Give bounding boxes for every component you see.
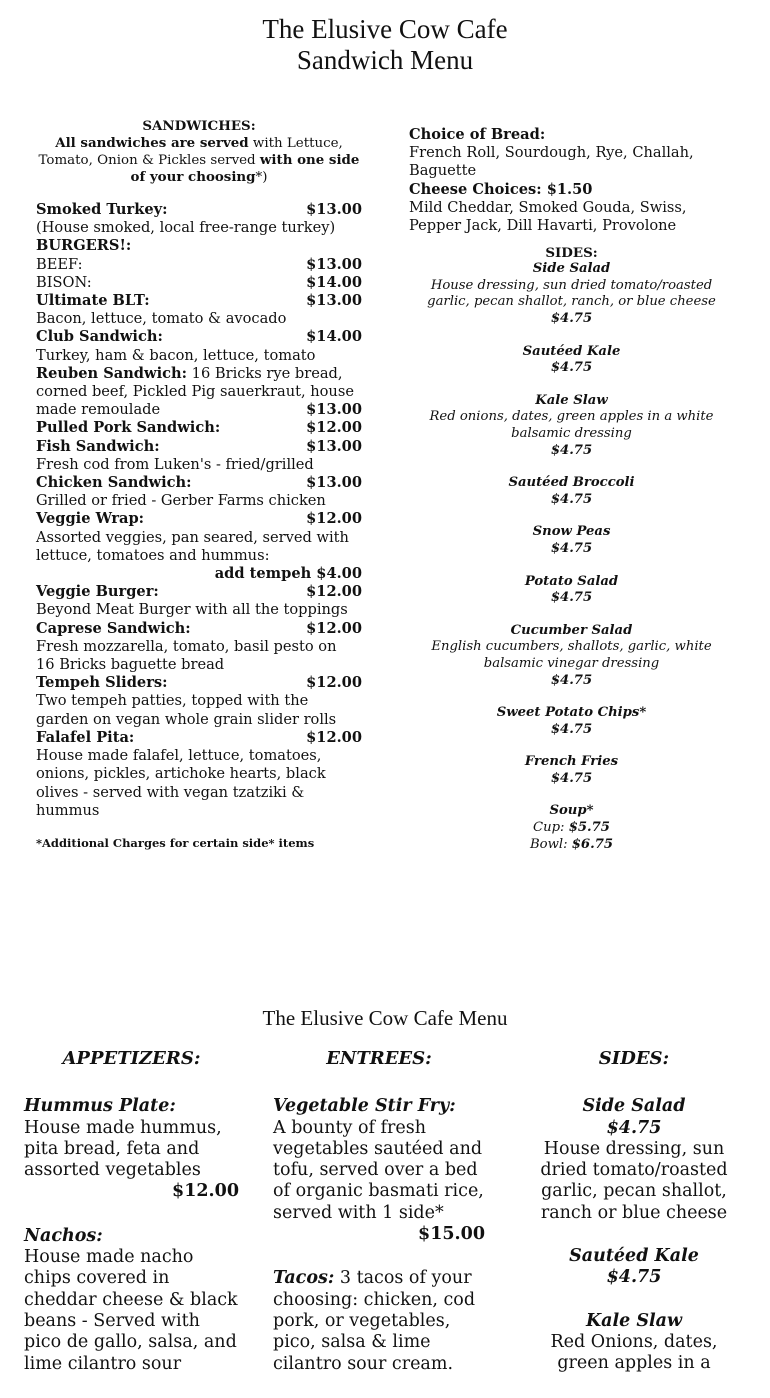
menu-item-row: [36, 674, 362, 692]
side2-item: [536, 1246, 732, 1289]
appetizer-price: $12.00: [172, 1181, 239, 1202]
item-price: $12.00: [306, 674, 362, 692]
intro-bold-1: All sandwiches are served: [55, 135, 249, 151]
menu-item-row: [36, 274, 362, 292]
appetizers-column: [24, 1048, 239, 1398]
appetizer-list: [24, 1096, 239, 1375]
entree-price: $15.00: [418, 1224, 485, 1245]
item-description: lettuce, tomatoes and hummus:: [36, 546, 270, 564]
menu-item-row: [36, 328, 362, 346]
appetizer-name: Hummus Plate:: [24, 1096, 176, 1117]
sandwiches-intro: [36, 135, 362, 186]
entree-description: pork, or vegetables,: [273, 1310, 451, 1331]
side-price: $4.75: [550, 540, 593, 556]
side-name: Kale Slaw: [535, 392, 608, 408]
item-description: corned beef, Pickled Pig sauerkraut, house: [36, 383, 354, 401]
appetizer-name: Nachos:: [24, 1225, 103, 1246]
item-price: $12.00: [306, 619, 362, 637]
item-name: Veggie Burger:: [36, 583, 159, 601]
entree-description: tofu, served over a bed: [273, 1160, 478, 1181]
entree-description: 3 tacos of your: [334, 1268, 472, 1289]
side2-item: [536, 1311, 732, 1375]
item-description: olives - served with vegan tzatziki &: [36, 783, 305, 801]
item-price: $13.00: [306, 292, 362, 310]
sides2-heading: SIDES:: [598, 1048, 670, 1069]
side-description: English cucumbers, shallots, garlic, white: [431, 639, 712, 655]
item-description: Two tempeh patties, topped with the: [36, 692, 309, 710]
section-label: [36, 237, 362, 255]
appetizer-description: House made hummus,: [24, 1117, 222, 1138]
side2-price: $4.75: [606, 1267, 662, 1288]
entree-first-line: [273, 1268, 485, 1289]
side2-name: Sautéed Kale: [569, 1246, 699, 1267]
entree-item: [273, 1096, 485, 1245]
side-price: $4.75: [550, 672, 593, 688]
entree-description: choosing: chicken, cod: [273, 1289, 476, 1310]
menu-item-row: [36, 583, 362, 601]
item-description: Grilled or fried - Gerber Farms chicken: [36, 492, 326, 510]
menu2-title: The Elusive Cow Cafe Menu: [262, 1006, 508, 1030]
item-name: BISON:: [36, 273, 92, 291]
item-price: $12.00: [306, 728, 362, 746]
intro-text-2: *): [255, 170, 268, 185]
side-description: House dressing, sun dried tomato/roasted: [430, 277, 713, 293]
sandwiches-heading: SANDWICHES:: [142, 118, 256, 134]
side2-description: garlic, pecan shallot,: [541, 1181, 727, 1202]
cheese-line: Pepper Jack, Dill Havarti, Provolone: [409, 217, 677, 235]
side2-description: ranch or blue cheese: [540, 1202, 728, 1223]
intro-bold-2: with one side of your choosing: [130, 152, 360, 185]
item-name: Chicken Sandwich:: [36, 474, 192, 492]
item-price: $12.00: [306, 510, 362, 528]
item-description: 16 Bricks rye bread,: [187, 364, 343, 382]
entree-name: Tacos:: [273, 1268, 335, 1289]
side2-description: dried tomato/roasted: [540, 1160, 728, 1181]
appetizer-description: House made nacho: [24, 1247, 194, 1268]
menu-item-row: [36, 620, 362, 638]
item-price: $13.00: [306, 201, 362, 218]
appetizer-description: pita bread, feta and: [24, 1138, 200, 1159]
bowl-label: Bowl:: [529, 836, 568, 852]
appetizer-description: assorted vegetables: [24, 1160, 201, 1181]
item-description: 16 Bricks baguette bread: [36, 656, 225, 674]
item-name: Reuben Sandwich:: [36, 364, 188, 382]
side-name: Snow Peas: [532, 524, 611, 540]
sides2-column: [536, 1048, 732, 1397]
entree-description: of organic basmati rice,: [273, 1181, 484, 1202]
appetizers-heading: APPETIZERS:: [62, 1048, 201, 1069]
item-name: Tempeh Sliders:: [36, 674, 168, 692]
item-price: $14.00: [306, 273, 362, 291]
item-price: $13.00: [306, 255, 362, 273]
side-description: garlic, pecan shallot, ranch, or blue cheese: [427, 294, 716, 310]
menu-item-row: [36, 401, 362, 419]
menu-item-row: [36, 256, 362, 274]
side2-name: Side Salad: [582, 1096, 686, 1117]
item-name: Fish Sandwich:: [36, 437, 160, 455]
menu-item-row: [36, 292, 362, 310]
sides-list: [409, 261, 734, 787]
sandwich-list: [36, 201, 362, 820]
side-name: Side Salad: [532, 261, 611, 277]
cafe-name: The Elusive Cow Cafe: [262, 14, 508, 44]
side-price: $4.75: [550, 442, 593, 458]
soup-name: Soup*: [549, 803, 594, 819]
side-item: [409, 475, 734, 508]
item-description: Bacon, lettuce, tomato & avocado: [36, 310, 287, 328]
entree-description: A bounty of fresh: [273, 1117, 426, 1138]
item-name: Caprese Sandwich:: [36, 619, 191, 637]
cup-label: Cup:: [533, 820, 565, 836]
cheese-line: Mild Cheddar, Smoked Gouda, Swiss,: [409, 198, 687, 216]
side-item: [409, 344, 734, 377]
side-description: balsamic vinegar dressing: [483, 655, 660, 671]
item-name: made remoulade: [36, 401, 161, 419]
item-price: $13.00: [306, 401, 362, 419]
side-item: [409, 524, 734, 557]
section-label-text: BURGERS!:: [36, 237, 132, 255]
cheese-label: Cheese Choices: $1.50: [409, 180, 593, 198]
entree-description: served with 1 side*: [273, 1202, 444, 1223]
menu-item-row: [36, 201, 362, 219]
bread-line: Baguette: [409, 162, 477, 180]
item-name: Ultimate BLT:: [36, 292, 150, 310]
side-price: $4.75: [550, 491, 593, 507]
side-price: $4.75: [550, 721, 593, 737]
menu-item-row: [36, 438, 362, 456]
side-description: balsamic dressing: [511, 425, 632, 441]
item-name: BEEF:: [36, 255, 83, 273]
options-column: [409, 126, 734, 869]
menu-item-row: [36, 510, 362, 528]
side-item: [409, 393, 734, 459]
item-name: Smoked Turkey:: [36, 201, 168, 218]
menu-item-row: [36, 729, 362, 747]
sides-heading: SIDES:: [545, 245, 598, 262]
item-description: Assorted veggies, pan seared, served with: [36, 528, 349, 546]
side-charge-footnote: *Additional Charges for certain side* items: [36, 835, 315, 850]
menu-item-inline: [36, 365, 362, 383]
side-name: Sweet Potato Chips*: [496, 705, 647, 721]
item-description: (House smoked, local free-range turkey): [36, 219, 336, 237]
side-price: $4.75: [550, 360, 593, 376]
menu-item-row: [36, 419, 362, 437]
menu-item-row: [36, 474, 362, 492]
item-description: hummus: [36, 801, 100, 819]
side-item: [409, 574, 734, 607]
menu-subtitle: Sandwich Menu: [296, 45, 474, 75]
item-price: $12.00: [306, 583, 362, 601]
side-item: [409, 754, 734, 787]
side2-price: $4.75: [606, 1117, 662, 1138]
bread-label: Choice of Bread:: [409, 126, 546, 143]
side-name: French Fries: [524, 754, 619, 770]
entree-item: [273, 1268, 485, 1374]
side-price: $4.75: [550, 590, 593, 606]
appetizer-description: chips covered in: [24, 1268, 170, 1289]
appetizer-description: cheddar cheese & black: [24, 1289, 238, 1310]
entree-description: vegetables sautéed and: [273, 1138, 483, 1159]
item-description: onions, pickles, artichoke hearts, black: [36, 765, 326, 783]
item-description: Beyond Meat Burger with all the toppings: [36, 601, 348, 619]
soup-item: [409, 803, 734, 853]
side-item: [409, 705, 734, 738]
item-description: Fresh mozzarella, tomato, basil pesto on: [36, 637, 337, 655]
entrees-column: [273, 1048, 485, 1398]
soup-cup: [409, 820, 734, 837]
item-price: $14.00: [306, 328, 362, 346]
addon-option: add tempeh $4.00: [214, 565, 362, 583]
item-price: $12.00: [306, 419, 362, 437]
item-description: Fresh cod from Luken's - fried/grilled: [36, 455, 314, 473]
side-name: Sautéed Broccoli: [508, 475, 635, 491]
item-price: $13.00: [306, 474, 362, 492]
side2-description: Red Onions, dates,: [550, 1331, 718, 1352]
side2-item: [536, 1096, 732, 1224]
item-description: Turkey, ham & bacon, lettuce, tomato: [36, 346, 316, 364]
sides2-list: [536, 1096, 732, 1374]
item-description: House made falafel, lettuce, tomatoes,: [36, 747, 322, 765]
side-item: [409, 261, 734, 327]
cup-price: $5.75: [568, 820, 610, 836]
side-name: Sautéed Kale: [522, 343, 621, 359]
entree-description: cilantro sour cream.: [273, 1353, 454, 1374]
bowl-price: $6.75: [571, 836, 614, 852]
side2-description: House dressing, sun: [543, 1138, 725, 1159]
entree-name: Vegetable Stir Fry:: [273, 1096, 456, 1117]
item-name: Falafel Pita:: [36, 728, 135, 746]
bread-line: French Roll, Sourdough, Rye, Challah,: [409, 144, 694, 162]
soup-bowl: [409, 837, 734, 854]
side-item: [409, 623, 734, 689]
item-description: garden on vegan whole grain slider rolls: [36, 710, 337, 728]
item-name: Pulled Pork Sandwich:: [36, 419, 221, 437]
appetizer-description: lime cilantro sour: [24, 1353, 182, 1374]
sandwiches-column: [36, 118, 362, 852]
item-price: $13.00: [306, 437, 362, 455]
side2-description: green apples in a: [557, 1353, 711, 1374]
side-price: $4.75: [550, 770, 593, 786]
side-description: Red onions, dates, green apples in a white: [429, 409, 714, 425]
side-name: Cucumber Salad: [510, 622, 633, 638]
appetizer-item: [24, 1096, 239, 1202]
side-price: $4.75: [550, 311, 593, 326]
entree-description: pico, salsa & lime: [273, 1332, 431, 1353]
entree-list: [273, 1096, 485, 1375]
side-name: Potato Salad: [524, 573, 619, 589]
item-name: Club Sandwich:: [36, 328, 163, 346]
appetizer-description: pico de gallo, salsa, and: [24, 1332, 237, 1353]
appetizer-item: [24, 1226, 239, 1375]
intro-text-1: with Lettuce, Tomato, Onion & Pickles served: [38, 136, 343, 168]
side2-name: Kale Slaw: [585, 1310, 683, 1331]
menu-title: [0, 14, 770, 76]
item-name: Veggie Wrap:: [36, 510, 145, 528]
entrees-heading: ENTREES:: [326, 1048, 432, 1069]
appetizer-description: beans - Served with: [24, 1310, 200, 1331]
